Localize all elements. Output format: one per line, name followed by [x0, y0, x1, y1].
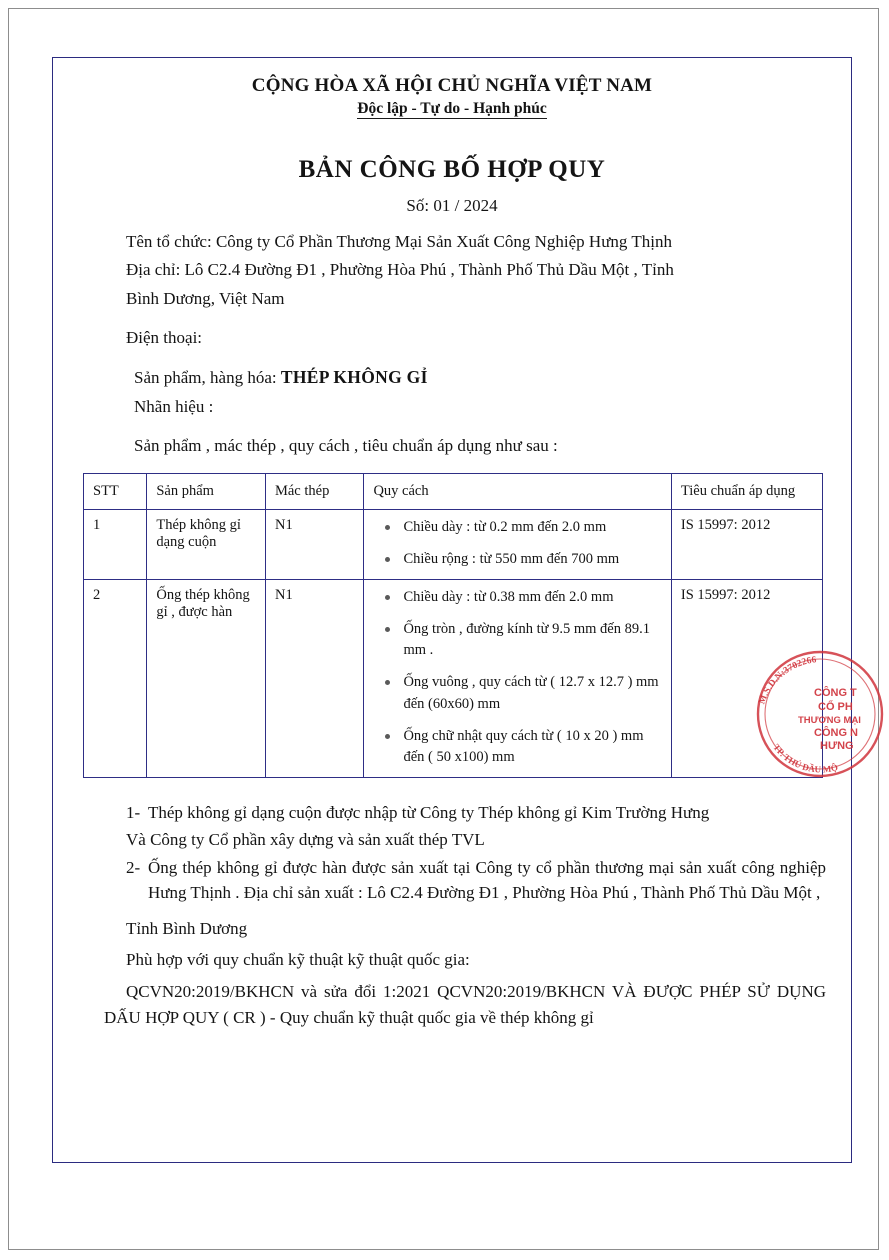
- product-line: [78, 364, 826, 391]
- table-header-grade: Mác thép: [265, 474, 363, 510]
- conformity-value: QCVN20:2019/BKHCN và sửa đổi 1:2021 QCVN20:2019/BKHCN VÀ ĐƯỢC PHÉP SỬ DỤNG DẤU HỢP QUY ( CR ) - Quy chuẩn kỹ thuật quốc gia về thép không gỉ: [104, 981, 826, 1027]
- row-2-spec-item: Ống vuông , quy cách từ ( 12.7 x 12.7 ) mm đến (60x60) mm: [399, 672, 661, 714]
- row-2-stt: 2: [84, 580, 147, 777]
- document-number: Số: 01 / 2024: [406, 196, 498, 215]
- org-name-line: [78, 229, 826, 255]
- note-number: 2-: [126, 857, 141, 877]
- svg-text:THƯƠNG MẠI: THƯƠNG MẠI: [798, 715, 861, 726]
- notes-list: [78, 800, 826, 906]
- note-item: [78, 800, 826, 826]
- org-phone-line: [78, 325, 826, 351]
- table-header-standard: Tiêu chuẩn áp dụng: [671, 474, 822, 510]
- row-1-product: Thép không gỉ dạng cuộn: [147, 510, 266, 580]
- table-row: [84, 510, 823, 580]
- product-label: Sản phẩm, hàng hóa:: [134, 368, 277, 388]
- table-header-row: [84, 474, 823, 510]
- product-value: THÉP KHÔNG GỈ: [280, 367, 428, 388]
- note-number: 1-: [126, 802, 141, 822]
- row-2-grade: N1: [265, 580, 363, 777]
- row-2-specs: [364, 580, 671, 777]
- table-header-specs: Quy cách: [364, 474, 671, 510]
- row-2-spec-item: Ống tròn , đường kính từ 9.5 mm đến 89.1 mm .: [399, 619, 661, 661]
- national-title: CỘNG HÒA XÃ HỘI CHỦ NGHĨA VIỆT NAM: [251, 75, 653, 96]
- org-address-line: [78, 257, 826, 283]
- table-header-product: Sản phẩm: [147, 474, 266, 510]
- row-2-spec-item: Ống chữ nhật quy cách từ ( 10 x 20 ) mm đến ( 50 x100) mm: [399, 726, 661, 768]
- specification-table: [83, 473, 823, 777]
- table-row: [84, 580, 823, 777]
- org-name-label: Tên tổ chức:: [126, 232, 212, 251]
- svg-text:CỔ PH: CỔ PH: [818, 701, 853, 713]
- brand-label: Nhãn hiệu :: [134, 396, 214, 416]
- brand-line: [78, 394, 826, 420]
- province-line: Tỉnh Bình Dương: [126, 918, 248, 938]
- national-motto: [78, 100, 826, 118]
- svg-text:TP. THỦ DẦU MỘ: TP. THỦ DẦU MỘ: [771, 742, 839, 775]
- org-address-label: Địa chỉ:: [126, 260, 181, 280]
- national-motto-text: Độc lập - Tự do - Hạnh phúc: [357, 100, 547, 117]
- org-name-value: Công ty Cổ Phần Thương Mại Sản Xuất Công Nghiệp Hưng Thịnh: [215, 232, 672, 251]
- org-address-value: Lô C2.4 Đường Đ1 , Phường Hòa Phú , Thành Phố Thủ Dầu Một , Tỉnh: [184, 260, 674, 280]
- row-1-standard: IS 15997: 2012: [671, 510, 822, 580]
- svg-text:HƯNG: HƯNG: [820, 740, 854, 752]
- note-text: Thép không gỉ dạng cuộn được nhập từ Công ty Thép không gỉ Kim Trường Hưng: [148, 802, 710, 822]
- row-2-product: Ống thép không gỉ , được hàn: [147, 580, 266, 777]
- row-1-spec-item: Chiều rộng : từ 550 mm đến 700 mm: [399, 549, 661, 570]
- org-phone-label: Điện thoại:: [126, 328, 203, 348]
- conformity-label: Phù hợp với quy chuẩn kỹ thuật kỹ thuật quốc gia:: [126, 950, 470, 970]
- svg-text:CÔNG N: CÔNG N: [814, 727, 858, 739]
- svg-text:CÔNG T: CÔNG T: [814, 687, 857, 699]
- row-2-standard: IS 15997: 2012: [671, 580, 822, 777]
- row-2-spec-item: Chiều dày : từ 0.38 mm đến 2.0 mm: [399, 587, 661, 608]
- row-1-specs: [364, 510, 671, 580]
- row-1-grade: N1: [265, 510, 363, 580]
- note-text: Ống thép không gỉ được hàn được sản xuất tại Công ty cổ phần thương mại sản xuất công nghiệp Hưng Thịnh . Địa chỉ sản xuất : Lô C2.4 Đường Đ1 , Phường Hòa Phú , Thành Phố Thủ Dầu Một ,: [148, 857, 826, 903]
- svg-text:M.S.D.N:3702266: M.S.D.N:3702266: [757, 655, 817, 706]
- org-address-line-2: Bình Dương, Việt Nam: [126, 288, 285, 308]
- page-title: BẢN CÔNG BỐ HỢP QUY: [298, 156, 606, 183]
- spec-intro: Sản phẩm , mác thép , quy cách , tiêu chuẩn áp dụng như sau :: [134, 436, 558, 456]
- row-1-spec-item: Chiều dày : từ 0.2 mm đến 2.0 mm: [399, 517, 661, 538]
- note-continuation: Và Công ty Cổ phần xây dựng và sản xuất thép TVL: [126, 830, 485, 850]
- note-item: [78, 855, 826, 906]
- row-1-stt: 1: [84, 510, 147, 580]
- document-content: [52, 57, 852, 1031]
- table-header-stt: STT: [84, 474, 147, 510]
